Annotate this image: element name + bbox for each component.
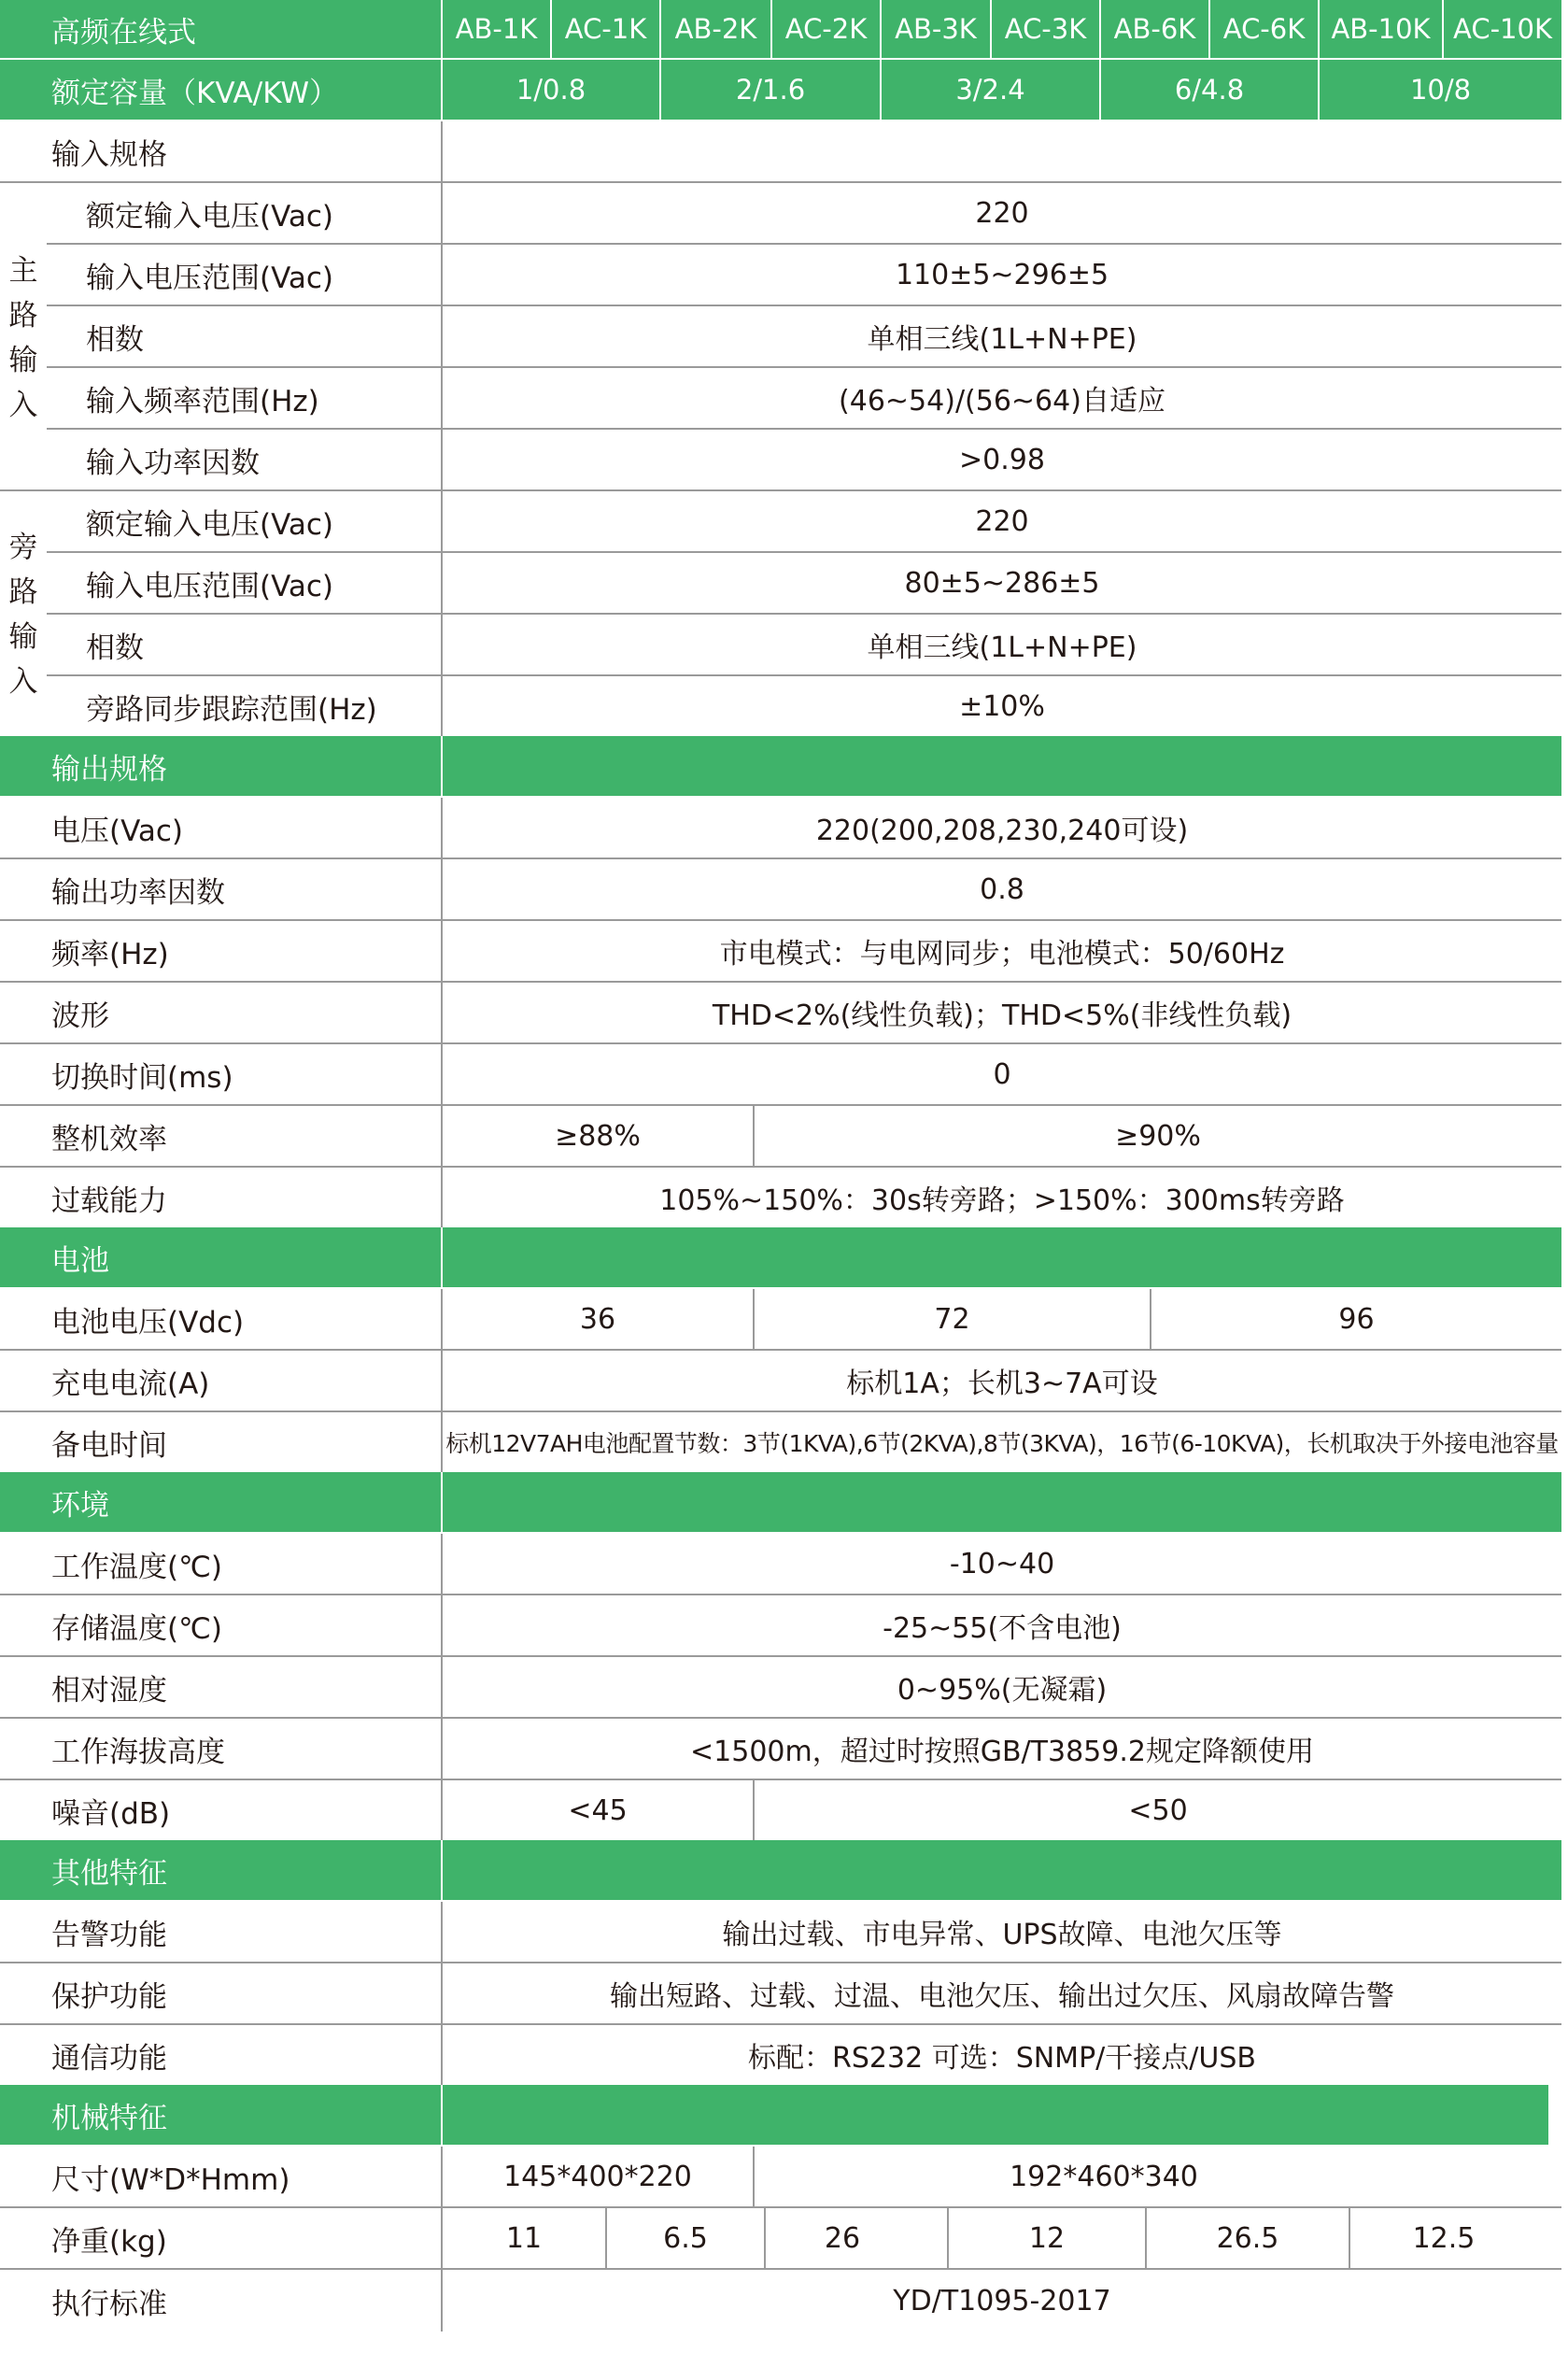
table-row — [0, 1780, 1561, 1840]
row-value: 220(200,208,230,240可设) — [815, 815, 1189, 847]
row-value: -25~55(不含电池) — [883, 1612, 1122, 1645]
table-row — [0, 1106, 1561, 1168]
row-label: 净重(kg) — [51, 2224, 167, 2259]
row-value: YD/T1095-2017 — [893, 2284, 1111, 2317]
row-label: 相对湿度 — [51, 1673, 167, 1708]
row-label: 整机效率 — [51, 1122, 167, 1156]
row-value: 80±5~286±5 — [904, 566, 1100, 600]
row-label: 存储温度(℃) — [51, 1611, 223, 1646]
table-row — [0, 983, 1561, 1044]
table-row — [47, 245, 1561, 306]
row-label: 噪音(dB) — [51, 1796, 171, 1831]
other-section-row — [0, 1840, 1561, 1902]
row-value: 145*400*220 — [503, 2160, 692, 2193]
row-value: 市电模式：与电网同步；电池模式：50/60Hz — [719, 938, 1285, 971]
row-value: 105%~150%：30s转旁路；>150%：300ms转旁路 — [659, 1184, 1345, 1217]
model-label: AB-3K — [895, 13, 977, 45]
section-title: 输出规格 — [51, 752, 167, 787]
table-row — [0, 1657, 1561, 1719]
row-value: 12.5 — [1412, 2221, 1476, 2255]
row-value: -10~40 — [949, 1547, 1055, 1580]
table-row — [0, 859, 1561, 921]
table-row — [0, 1595, 1561, 1657]
model-label: AB-10K — [1331, 13, 1431, 45]
table-row — [0, 2025, 1561, 2085]
row-value: 标机1A；长机3~7A可设 — [846, 1368, 1158, 1400]
row-label: 过载能力 — [51, 1184, 167, 1218]
section-title: 机械特征 — [51, 2101, 167, 2135]
table-row — [0, 1351, 1561, 1412]
row-value: 输出过载、市电异常、UPS故障、电池欠压等 — [722, 1919, 1282, 1951]
row-value: 26.5 — [1216, 2221, 1279, 2255]
row-value: 26 — [824, 2221, 861, 2255]
row-value: 192*460*340 — [1010, 2160, 1198, 2193]
row-value: 0 — [993, 1057, 1011, 1091]
row-value: 标机12V7AH电池配置节数：3节(1KVA),6节(2KVA),8节(3KVA)，16节(6-10KVA)，长机取决于外接电池容量 — [445, 1430, 1559, 1457]
row-value: 0~95%(无凝霜) — [897, 1674, 1108, 1707]
table-row — [0, 921, 1561, 983]
table-row — [0, 2147, 1561, 2208]
env-section-row — [0, 1472, 1561, 1534]
table-row — [0, 798, 1561, 859]
row-label: 额定输入电压(Vac) — [86, 199, 334, 234]
row-label: 输入电压范围(Vac) — [86, 261, 334, 295]
row-value: <1500m，超过时按照GB/T3859.2规定降额使用 — [690, 1736, 1314, 1768]
table-row — [47, 615, 1561, 676]
header-models-row — [0, 0, 1561, 60]
row-value: 72 — [934, 1302, 970, 1336]
input-section-row — [0, 121, 1561, 183]
row-label: 尺寸(W*D*Hmm) — [51, 2162, 290, 2197]
row-value: 110±5~296±5 — [895, 258, 1109, 291]
row-value: 36 — [579, 1302, 616, 1336]
capacity-value: 2/1.6 — [735, 74, 806, 106]
row-label: 切换时间(ms) — [51, 1060, 233, 1095]
row-label: 输出功率因数 — [51, 875, 225, 910]
row-value: 220 — [975, 196, 1029, 230]
row-label: 执行标准 — [51, 2287, 167, 2321]
section-title: 输入规格 — [51, 137, 167, 172]
row-value: <50 — [1128, 1793, 1188, 1827]
table-row — [47, 553, 1561, 615]
section-title: 其他特征 — [51, 1856, 167, 1891]
table-row — [47, 306, 1561, 368]
table-row — [0, 1289, 1561, 1351]
row-label: 输入电压范围(Vac) — [86, 569, 334, 603]
model-label: AC-3K — [1004, 13, 1087, 45]
row-value: 0.8 — [980, 872, 1024, 906]
row-value: <45 — [568, 1793, 628, 1827]
table-row — [0, 2208, 1561, 2270]
row-label: 充电电流(A) — [51, 1367, 210, 1401]
capacity-value: 10/8 — [1409, 74, 1472, 106]
table-row — [0, 1412, 1561, 1472]
table-row — [0, 1534, 1561, 1595]
row-value: ≥88% — [555, 1119, 641, 1153]
row-value: 单相三线(1L+N+PE) — [867, 323, 1137, 356]
row-value: ≥90% — [1115, 1119, 1201, 1153]
table-row — [47, 183, 1561, 245]
table-row — [0, 1168, 1561, 1227]
table-row — [47, 368, 1561, 430]
header-capacity-row — [0, 60, 1561, 121]
battery-section-row — [0, 1227, 1561, 1289]
model-label: AB-1K — [455, 13, 538, 45]
row-label: 输入频率范围(Hz) — [86, 384, 319, 418]
model-label: AC-10K — [1453, 13, 1552, 45]
table-row — [47, 491, 1561, 553]
capacity-value: 3/2.4 — [955, 74, 1025, 106]
model-label: AC-2K — [784, 13, 868, 45]
row-label: 相数 — [86, 631, 144, 665]
section-title: 环境 — [51, 1488, 109, 1523]
table-row — [47, 676, 1561, 736]
row-label: 相数 — [86, 322, 144, 357]
row-label: 工作温度(℃) — [51, 1550, 223, 1584]
table-row — [0, 1719, 1561, 1780]
row-label: 备电时间 — [51, 1428, 167, 1463]
row-label: 输入功率因数 — [86, 446, 260, 480]
row-label: 电压(Vac) — [51, 814, 184, 848]
row-label: 通信功能 — [51, 2041, 167, 2076]
model-label: AB-2K — [674, 13, 757, 45]
row-value: 单相三线(1L+N+PE) — [867, 631, 1137, 664]
row-value: THD<2%(线性负载)；THD<5%(非线性负载) — [712, 999, 1293, 1032]
row-value: 96 — [1338, 1302, 1375, 1336]
row-label: 频率(Hz) — [51, 937, 169, 971]
row-label: 保护功能 — [51, 1979, 167, 2014]
model-label: AC-6K — [1222, 13, 1306, 45]
table-row — [0, 2270, 1561, 2332]
row-value: 6.5 — [663, 2221, 708, 2255]
row-label: 电池电压(Vdc) — [51, 1305, 245, 1339]
row-value: 12 — [1028, 2221, 1066, 2255]
model-label: AB-6K — [1113, 13, 1196, 45]
capacity-value: 1/0.8 — [516, 74, 586, 106]
row-label: 旁路同步跟踪范围(Hz) — [86, 692, 377, 727]
row-value: 输出短路、过载、过温、电池欠压、输出过欠压、风扇故障告警 — [610, 1980, 1394, 2013]
capacity-value: 6/4.8 — [1174, 74, 1245, 106]
row-value: 11 — [505, 2221, 543, 2255]
mech-section-row — [0, 2085, 1548, 2147]
model-label: AC-1K — [564, 13, 647, 45]
row-value: ±10% — [959, 689, 1045, 723]
section-title: 电池 — [51, 1243, 109, 1278]
header-title: 高频在线式 — [51, 15, 196, 50]
table-row — [0, 1902, 1561, 1963]
output-section-row — [0, 736, 1561, 798]
table-row — [0, 1044, 1561, 1106]
capacity-label: 额定容量（KVA/KW） — [51, 76, 339, 110]
row-label: 额定输入电压(Vac) — [86, 507, 334, 542]
row-value: 标配：RS232 可选：SNMP/干接点/USB — [748, 2042, 1256, 2075]
main-input-group-label: 主 路 输 入 — [8, 254, 38, 422]
row-label: 告警功能 — [51, 1918, 167, 1952]
row-value: 220 — [975, 504, 1029, 538]
row-label: 波形 — [51, 999, 109, 1033]
row-label: 工作海拔高度 — [51, 1735, 225, 1769]
row-value: >0.98 — [959, 443, 1045, 476]
table-row — [0, 430, 1561, 491]
bypass-input-group-label: 旁 路 输 入 — [8, 531, 38, 699]
table-row — [0, 1963, 1561, 2025]
row-value: (46~54)/(56~64)自适应 — [839, 385, 1165, 418]
